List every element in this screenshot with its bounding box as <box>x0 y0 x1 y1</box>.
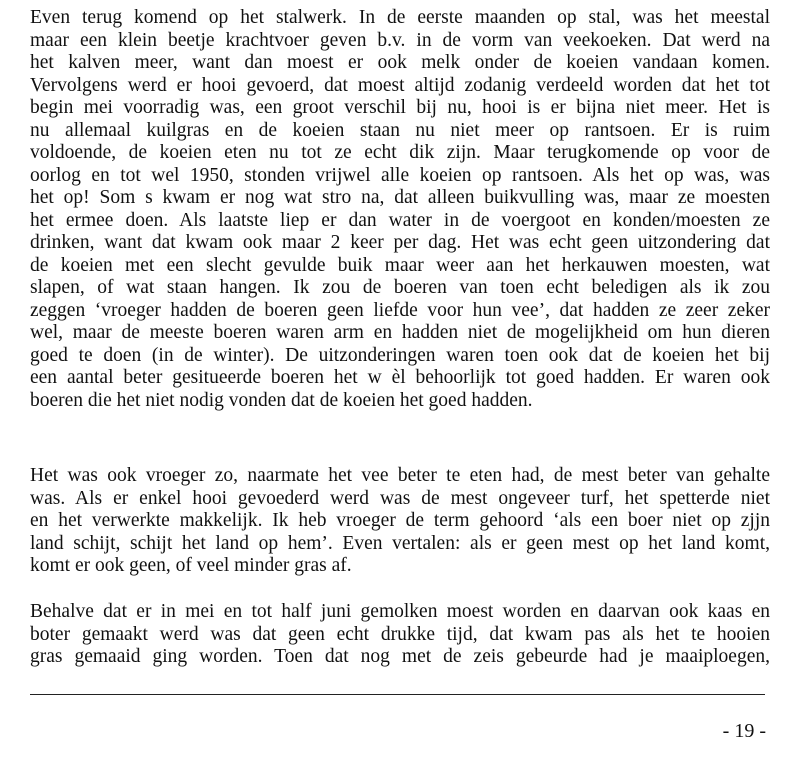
paragraph-manure <box>30 465 770 578</box>
text-line: en het verwerkte makkelijk. Ik heb vroeger de term gehoord ‘als een boer niet op zjjn <box>30 510 770 531</box>
text-line: het kalven meer, want dan moest er ook melk onder de koeien vandaan komen. <box>30 52 770 73</box>
text-line: Vervolgens werd er hooi gevoerd, dat moest altijd zodanig verdeeld worden dat het tot <box>30 74 770 96</box>
text-line: voldoende, de koeien eten nu tot ze echt dik zijn. Maar terugkomende op voor de <box>30 142 770 163</box>
footer-divider <box>30 694 765 695</box>
text-line: nu allemaal kuilgras en de koeien staan nu niet meer op rantsoen. Er is ruim <box>30 119 770 141</box>
text-line: drinken, want dat kwam ook maar 2 keer per dag. Het was echt geen uitzondering dat <box>30 232 770 253</box>
text-line: gras gemaaid ging worden. Toen dat nog met de zeis gebeurde had je maaiploegen, <box>30 646 770 667</box>
text-line: Behalve dat er in mei en tot half juni gemolken moest worden en daarvan ook kaas en <box>30 601 770 622</box>
text-line: het ermee doen. Als laatste liep er dan water in de voergoot en konden/moesten ze <box>30 209 770 231</box>
text-line: goed te doen (in de winter). De uitzonderingen waren toen ook dat de koeien het bij <box>30 344 770 366</box>
text-line: oorlog en tot wel 1950, stonden vrijwel alle koeien op rantsoen. Als het op was, was <box>30 164 770 186</box>
text-line: maar een klein beetje krachtvoer geven b.v. in de vorm van veekoeken. Dat werd na <box>30 29 770 51</box>
text-line: wel, maar de meeste boeren waren arm en hadden niet de mogelijkheid om hun dieren <box>30 322 770 343</box>
text-line: zeggen ‘vroeger hadden de boeren geen liefde voor hun vee’, dat hadden ze zeer zeker <box>30 299 770 321</box>
text-line: boter gemaakt werd was dat geen echt drukke tijd, dat kwam pas als het te hooien <box>30 623 770 645</box>
text-line: de koeien met een slecht gevulde buik maar weer aan het herkauwen moesten, wat <box>30 254 770 276</box>
text-line: een aantal beter gesitueerde boeren het w èl behoorlijk tot goed hadden. Er waren ook <box>30 367 770 388</box>
text-line: was. Als er enkel hooi gevoederd werd was de mest ongeveer turf, het spetterde niet <box>30 487 770 509</box>
text-line: land schijt, schijt het land op hem’. Even vertalen: als er geen mest op het land komt, <box>30 532 770 554</box>
text-line: Het was ook vroeger zo, naarmate het vee beter te eten had, de mest beter van gehalte <box>30 465 770 486</box>
text-line: slapen, of wat staan hangen. Ik zou de boeren van toen echt beledigen als ik zou <box>30 277 770 298</box>
text-line: Even terug komend op het stalwerk. In de eerste maanden op stal, was het meestal <box>30 7 770 28</box>
text-line: boeren die het niet nodig vonden dat de koeien het goed hadden. <box>30 389 533 411</box>
paragraph-stable-feeding <box>30 7 770 412</box>
text-line: begin mei voorradig was, een groot verschil bij nu, hooi is er bijna niet meer. Het is <box>30 97 770 118</box>
text-line: komt er ook geen, of veel minder gras af. <box>30 555 352 576</box>
text-line: het op! Som s kwam er nog wat stro na, dat alleen buikvulling was, maar ze moesten <box>30 187 770 208</box>
paragraph-haying <box>30 601 770 669</box>
page-number: - 19 - <box>722 720 766 742</box>
